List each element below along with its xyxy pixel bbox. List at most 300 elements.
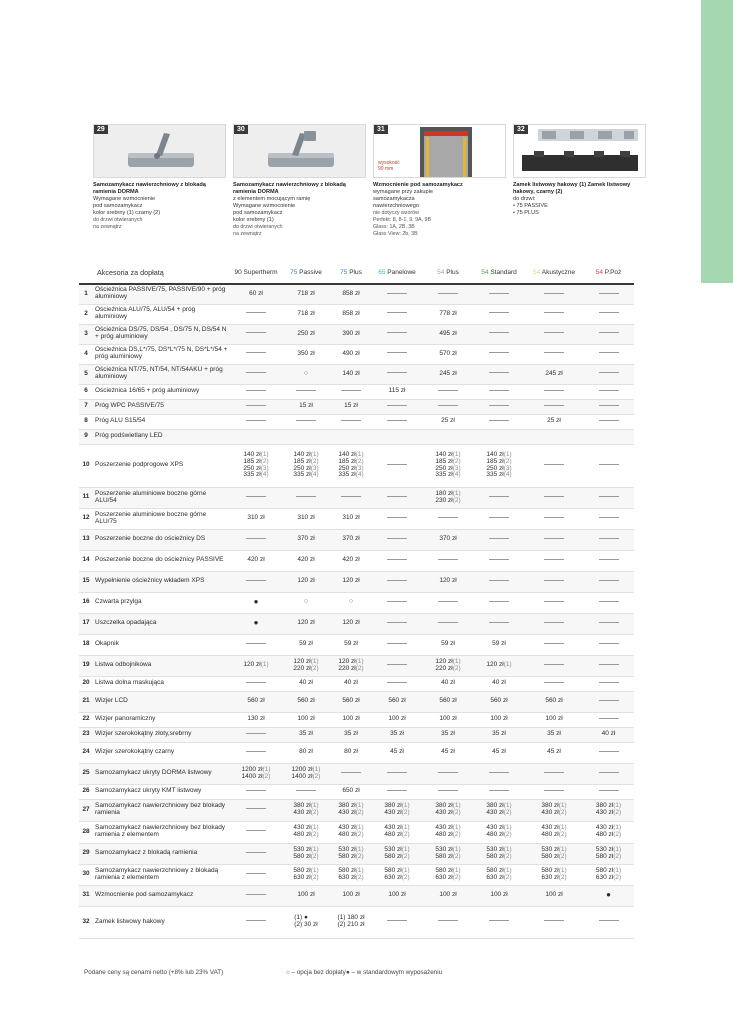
- not-available-cell: [473, 284, 525, 304]
- dash-icon: [489, 772, 509, 773]
- price-cell: 25 zł: [441, 417, 455, 425]
- not-available-cell: [371, 284, 423, 304]
- table-row: [79, 508, 634, 529]
- open-circle-icon: ○: [348, 598, 354, 606]
- not-available-cell: [583, 742, 634, 763]
- price-cell: 420 zł: [342, 556, 360, 564]
- not-available-cell: [371, 613, 423, 634]
- price-cell: 15 zł: [331, 399, 371, 414]
- price-cell: 45 zł: [547, 748, 561, 756]
- price-variant: (1): [452, 450, 461, 458]
- price-cell: 15 zł: [281, 399, 331, 414]
- row-label: Zamek listwowy hakowy: [95, 917, 165, 925]
- price-cell: 100 zł: [342, 715, 360, 723]
- not-available-cell: [281, 487, 331, 508]
- price-cell: 40 zł: [583, 727, 634, 742]
- price-variant: (2): [355, 457, 364, 465]
- row-number: 19: [79, 655, 93, 676]
- dash-icon: [246, 682, 266, 683]
- row-number: 32: [82, 917, 90, 925]
- price-cell-multi: [331, 799, 371, 821]
- dash-icon: [599, 332, 619, 333]
- price-cell-multi: [423, 864, 473, 885]
- dash-icon: [489, 517, 509, 518]
- card-number: 29: [94, 125, 108, 134]
- price-cell-multi: [331, 864, 371, 885]
- price-cell-multi: [331, 821, 371, 843]
- price-variant: (1): [613, 866, 622, 874]
- price-cell: 59 zł: [344, 640, 358, 648]
- price-variant: (2): [558, 809, 567, 816]
- product-image-door-closer: [93, 124, 226, 178]
- not-available-cell: [331, 487, 371, 508]
- row-number: 27: [79, 799, 93, 821]
- price-value: 250 zł: [435, 464, 453, 472]
- dash-icon: [599, 420, 619, 421]
- table-row: [79, 364, 634, 384]
- row-label: Samozamykacz ukryty KMT listwowy: [95, 787, 202, 795]
- card-small: do drzwi otwieranych: [233, 224, 283, 230]
- table-row: [79, 885, 634, 906]
- price-cell: 45 zł: [492, 748, 506, 756]
- header-col: 75 Passive: [281, 263, 331, 284]
- price-variant: (1): [558, 824, 567, 832]
- price-cell-multi: [281, 444, 331, 487]
- price-cell: 40 zł: [344, 679, 358, 687]
- price-value: 430 zł: [384, 809, 402, 816]
- row-number: 20: [82, 679, 90, 687]
- dash-icon: [438, 772, 458, 773]
- price-cell: 100 zł: [490, 715, 508, 723]
- not-available-cell: [583, 691, 634, 712]
- not-available-cell: [473, 592, 525, 613]
- price-value: 430 zł: [338, 809, 356, 816]
- price-variant: (4): [260, 471, 269, 479]
- price-variant: (1): [558, 845, 567, 853]
- header-col: 75 Plus: [331, 263, 371, 284]
- price-value: 120 zł: [435, 657, 453, 665]
- row-number: 28: [82, 827, 90, 835]
- price-cell-multi: [371, 864, 423, 885]
- price-value: 250 zł: [243, 464, 261, 472]
- price-variant: (2): [452, 457, 461, 465]
- not-available-cell: [371, 529, 423, 550]
- price-cell-multi: [281, 655, 331, 676]
- standard-equipment-cell: [583, 885, 634, 906]
- price-variant: (2): [355, 664, 364, 672]
- price-cell: 40 zł: [299, 679, 313, 687]
- price-value: 480 zł: [541, 831, 559, 838]
- filled-dot-icon: ●: [253, 596, 259, 606]
- price-variant: (2): [310, 852, 319, 860]
- price-value: 185 zł: [486, 457, 504, 465]
- not-available-cell: [231, 843, 281, 864]
- price-cell: 40 zł: [441, 679, 455, 687]
- price-value: 630 zł: [384, 873, 402, 881]
- price-variant: (2): [503, 831, 512, 838]
- price-value: 580 zł: [384, 866, 402, 874]
- price-value: 480 zł: [486, 831, 504, 838]
- not-available-cell: [231, 864, 281, 885]
- not-available-cell: [583, 324, 634, 344]
- accessories-price-table: [79, 263, 634, 939]
- dash-icon: [489, 538, 509, 539]
- product-card-31: [373, 124, 506, 238]
- price-value: 530 zł: [595, 845, 614, 853]
- row-number: 4: [84, 349, 88, 357]
- not-available-cell: [583, 763, 634, 784]
- price-cell: 45 zł: [390, 748, 404, 756]
- card-line: pod samozamykacz: [233, 210, 283, 216]
- row-label: Próg podświetlany LED: [93, 429, 231, 444]
- price-variant: (2): [310, 664, 319, 672]
- price-value: 140 zł: [338, 450, 356, 458]
- row-label: Wzmocnienie pod samozamykacz: [93, 885, 231, 906]
- price-value: 480 zł: [384, 831, 402, 838]
- row-number: 31: [79, 885, 93, 906]
- dash-icon: [246, 894, 266, 895]
- filled-dot-icon: ●: [606, 889, 611, 899]
- price-value: 530 zł: [293, 845, 311, 853]
- price-variant: (3): [310, 464, 319, 472]
- dash-icon: [599, 390, 619, 391]
- no-surcharge-cell: [331, 592, 371, 613]
- not-available-cell: [525, 613, 583, 634]
- price-cell: [371, 429, 423, 444]
- price-cell: 100 zł: [371, 885, 423, 906]
- price-value: 185 zł: [293, 457, 311, 465]
- price-variant: (2): [452, 496, 461, 504]
- hook-lock-icon: [514, 125, 646, 178]
- table-row: [79, 344, 634, 364]
- price-cell: 40 zł: [492, 679, 506, 687]
- dash-icon: [246, 751, 266, 752]
- dash-icon: [246, 496, 266, 497]
- not-available-cell: [525, 324, 583, 344]
- dash-icon: [599, 664, 619, 665]
- row-label: Próg WPC PASSIVE/75: [93, 399, 231, 414]
- dash-icon: [544, 464, 564, 465]
- row-number: 16: [82, 598, 90, 606]
- dash-icon: [387, 332, 407, 333]
- dash-icon: [599, 312, 619, 313]
- row-number: 13: [79, 529, 93, 550]
- price-variant: (1): [310, 824, 319, 832]
- not-available-cell: [583, 304, 634, 324]
- row-number: 30: [82, 870, 90, 878]
- price-cell: 350 zł: [297, 349, 315, 357]
- table-row: [79, 444, 634, 487]
- not-available-cell: [281, 784, 331, 799]
- dash-icon: [296, 790, 316, 791]
- price-cell-multi: [231, 763, 281, 784]
- price-value: 335 zł: [293, 471, 311, 479]
- price-cell: 245 zł: [525, 364, 583, 384]
- dash-icon: [438, 517, 458, 518]
- not-available-cell: [525, 304, 583, 324]
- card-line: pod samozamykacz: [93, 203, 143, 209]
- not-available-cell: [473, 508, 525, 529]
- price-cell: 560 zł: [281, 691, 331, 712]
- price-variant: (4): [503, 471, 512, 479]
- not-available-cell: [583, 399, 634, 414]
- table-row: [79, 399, 634, 414]
- price-variant: (4): [310, 471, 319, 479]
- row-number: 12: [82, 514, 90, 522]
- price-variant: (2): [401, 873, 410, 881]
- price-cell-multi: [231, 444, 281, 487]
- dash-icon: [489, 405, 509, 406]
- price-cell-multi: [525, 799, 583, 821]
- not-available-cell: [371, 784, 423, 799]
- price-value: 180 zł: [435, 489, 453, 497]
- price-variant: (3): [452, 464, 461, 472]
- dash-icon: [489, 293, 509, 294]
- price-cell: 245 zł: [423, 364, 473, 384]
- row-label: Ościeżnica 16/65 + próg aluminiowy: [95, 387, 200, 395]
- price-cell: 560 zł: [473, 691, 525, 712]
- product-image-hook-lock: [513, 124, 646, 178]
- dash-icon: [489, 390, 509, 391]
- table-row: [79, 613, 634, 634]
- price-cell: 718 zł: [281, 284, 331, 304]
- dash-icon: [544, 538, 564, 539]
- not-available-cell: [281, 414, 331, 429]
- dash-icon: [489, 622, 509, 623]
- table-row: [79, 799, 634, 821]
- price-cell-multi: [423, 655, 473, 676]
- price-variant: (1): [401, 824, 410, 832]
- price-value: 430 zł: [293, 824, 311, 832]
- price-value: 580 zł: [486, 852, 504, 860]
- price-value: (1) ●: [294, 914, 308, 922]
- card-small: Glass View: 2b, 3B: [373, 231, 418, 237]
- price-variant: (2): [503, 852, 512, 860]
- not-available-cell: [583, 384, 634, 399]
- not-available-cell: [231, 676, 281, 691]
- not-available-cell: [331, 763, 371, 784]
- price-variant: (1): [503, 824, 512, 832]
- dash-icon: [387, 538, 407, 539]
- price-value: 250 zł: [293, 464, 311, 472]
- price-value: 630 zł: [338, 873, 356, 881]
- not-available-cell: [473, 784, 525, 799]
- price-value: 120 zł: [338, 657, 356, 665]
- dash-icon: [599, 496, 619, 497]
- price-cell: [281, 429, 331, 444]
- table-row: [79, 414, 634, 429]
- dash-icon: [599, 790, 619, 791]
- price-value: 480 zł: [435, 831, 453, 838]
- row-label: Poszerzenie aluminiowe boczne górne ALU/54: [93, 487, 231, 508]
- table-row: [79, 487, 634, 508]
- dash-icon: [544, 293, 564, 294]
- dash-icon: [489, 420, 509, 421]
- price-variant: (2): [401, 831, 410, 838]
- not-available-cell: [371, 592, 423, 613]
- price-cell-multi: [473, 864, 525, 885]
- dash-icon: [599, 405, 619, 406]
- price-cell: 560 zł: [423, 691, 473, 712]
- price-variant: (2): [503, 809, 512, 816]
- price-variant: (1): [613, 802, 622, 810]
- price-value: (2) 210 zł: [337, 921, 365, 928]
- not-available-cell: [231, 799, 281, 821]
- dash-icon: [489, 312, 509, 313]
- price-cell-multi: [423, 487, 473, 508]
- header-col: 54 Akustyczne: [525, 263, 583, 284]
- dash-icon: [387, 293, 407, 294]
- dash-icon: [246, 808, 266, 809]
- price-variant: (2): [452, 831, 461, 838]
- not-available-cell: [473, 324, 525, 344]
- row-label: Uszczelka opadająca: [93, 613, 231, 634]
- price-value: (1) 180 zł: [337, 914, 365, 922]
- not-available-cell: [423, 592, 473, 613]
- price-cell: 25 zł: [547, 417, 561, 425]
- dash-icon: [246, 580, 266, 581]
- dash-icon: [387, 496, 407, 497]
- not-available-cell: [583, 414, 634, 429]
- price-cell-multi: [331, 843, 371, 864]
- dash-icon: [599, 601, 619, 602]
- table-row: [79, 742, 634, 763]
- not-available-cell: [231, 571, 281, 592]
- price-value: 580 zł: [595, 852, 614, 860]
- not-available-cell: [371, 676, 423, 691]
- not-available-cell: [583, 634, 634, 655]
- not-available-cell: [583, 655, 634, 676]
- dash-icon: [438, 622, 458, 623]
- price-value: 120 zł: [243, 661, 261, 669]
- price-cell-multi: [281, 864, 331, 885]
- price-variant: (1): [355, 824, 364, 832]
- dash-icon: [387, 580, 407, 581]
- not-available-cell: [371, 304, 423, 324]
- row-label: Poszerzenie boczne do ościeżnicy PASSIVE: [95, 556, 224, 564]
- price-cell: 35 zł: [525, 727, 583, 742]
- row-number: 7: [79, 399, 93, 414]
- not-available-cell: [231, 784, 281, 799]
- table-row: [79, 550, 634, 571]
- row-label: Czwarta przylga: [95, 598, 142, 606]
- table-row: [79, 727, 634, 742]
- price-variant: (2): [613, 852, 622, 860]
- price-variant: (2): [262, 772, 271, 780]
- price-value: 580 zł: [384, 852, 402, 860]
- price-cell: [423, 429, 473, 444]
- table-row: [79, 655, 634, 676]
- dash-icon: [599, 372, 619, 373]
- price-value: 140 zł: [293, 450, 311, 458]
- row-label: Samozamykacz z blokadą ramienia: [93, 843, 231, 864]
- price-value: 430 zł: [338, 824, 356, 832]
- price-cell: 100 zł: [297, 715, 315, 723]
- price-cell-multi: [583, 843, 634, 864]
- price-value: 530 zł: [384, 845, 402, 853]
- price-cell: 120 zł: [331, 613, 371, 634]
- price-cell: 35 zł: [371, 727, 423, 742]
- price-variant: (2): [452, 809, 461, 816]
- card-title: Wzmocnienie pod samozamykacz: [373, 182, 463, 188]
- not-available-cell: [583, 906, 634, 938]
- row-label: Wizjer szerokokątny złoty,srebrny: [93, 727, 231, 742]
- price-cell-multi: [281, 821, 331, 843]
- row-number: 21: [79, 691, 93, 712]
- price-value: 530 zł: [486, 845, 504, 853]
- price-value: 580 zł: [541, 866, 559, 874]
- dash-icon: [387, 664, 407, 665]
- row-label: Wizjer panoramiczny: [95, 715, 156, 723]
- row-label: Samozamykacz ukryty DORMA listwowy: [93, 763, 231, 784]
- table-row: [79, 821, 634, 843]
- price-value: 530 zł: [435, 845, 453, 853]
- door-closer-icon: [94, 125, 226, 178]
- not-available-cell: [473, 304, 525, 324]
- dash-icon: [544, 643, 564, 644]
- not-available-cell: [583, 592, 634, 613]
- not-available-cell: [231, 304, 281, 324]
- price-value: 580 zł: [435, 852, 453, 860]
- card-title: Samozamykacz nawierzchniowy z blokadą ramienia DORMA: [93, 182, 206, 195]
- dash-icon: [387, 682, 407, 683]
- dash-icon: [544, 580, 564, 581]
- card-line: kolor srebrny (1) czarny (2): [93, 210, 161, 216]
- price-cell: 490 zł: [342, 349, 360, 357]
- price-value: 430 zł: [541, 809, 559, 816]
- row-label: Samozamykacz nawierzchniowy z blokadą ramienia z elementem: [95, 866, 219, 881]
- price-variant: (2): [452, 852, 461, 860]
- not-available-cell: [371, 550, 423, 571]
- row-label: Poszerzenie aluminiowe boczne górne ALU/75: [95, 510, 207, 525]
- price-cell: 370 zł: [281, 529, 331, 550]
- dash-icon: [246, 420, 266, 421]
- dash-icon: [438, 559, 458, 560]
- not-available-cell: [473, 529, 525, 550]
- price-variant: (1): [613, 845, 622, 853]
- price-variant: (2): [558, 873, 567, 881]
- not-available-cell: [423, 399, 473, 414]
- dash-icon: [246, 920, 266, 921]
- price-value: 335 zł: [243, 471, 261, 479]
- not-available-cell: [473, 414, 525, 429]
- not-available-cell: [423, 508, 473, 529]
- row-label: Ościeżnica ALU/75, ALU/54 + próg aluminiowy: [95, 306, 196, 320]
- price-variant: (2): [310, 457, 319, 465]
- price-variant: (2): [558, 831, 567, 838]
- not-available-cell: [331, 384, 371, 399]
- price-value: 580 zł: [293, 852, 311, 860]
- not-available-cell: [583, 529, 634, 550]
- not-available-cell: [583, 364, 634, 384]
- row-label: Okapnik: [95, 640, 119, 648]
- price-value: 140 zł: [435, 450, 453, 458]
- not-available-cell: [525, 592, 583, 613]
- not-available-cell: [371, 324, 423, 344]
- dash-icon: [599, 517, 619, 518]
- product-card-29: [93, 124, 226, 231]
- price-cell: 310 zł: [342, 514, 360, 522]
- price-cell-multi: [473, 655, 525, 676]
- dash-icon: [599, 293, 619, 294]
- price-cell: 560 zł: [331, 691, 371, 712]
- dash-icon: [387, 790, 407, 791]
- price-variant: (1): [452, 845, 461, 853]
- price-cell: 59 zł: [441, 640, 455, 648]
- price-variant: (1): [452, 802, 461, 810]
- price-value: 480 zł: [293, 831, 311, 838]
- dash-icon: [387, 772, 407, 773]
